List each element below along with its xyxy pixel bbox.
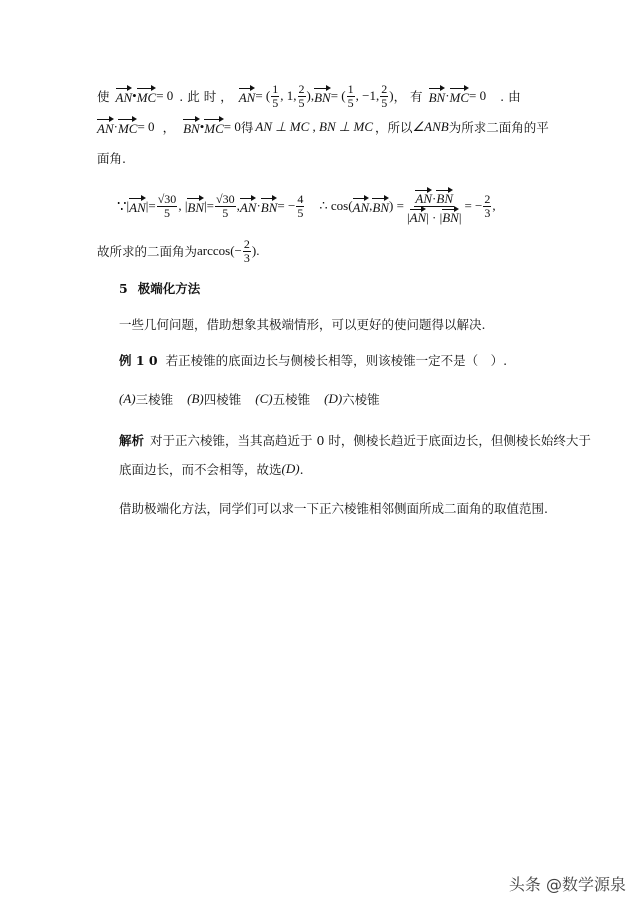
equals-zero: = 0 bbox=[223, 119, 241, 134]
angle-ANB: ∠ANB bbox=[412, 119, 449, 134]
section-heading bbox=[119, 278, 200, 298]
example-line bbox=[119, 350, 507, 370]
dot-op: · bbox=[256, 198, 261, 213]
numerator bbox=[414, 188, 454, 207]
fraction-sqrt30-over-5: $\frac{√30}{5}$ bbox=[215, 191, 235, 220]
dot-op: · bbox=[432, 190, 437, 206]
solution-text: 对于正六棱锥，当其高趋近于 0 时，侧棱长趋近于底面边长，但侧棱长始终大于 bbox=[150, 433, 591, 448]
perpendicular-statement: AN ⊥ MC , BN ⊥ MC bbox=[255, 119, 373, 134]
fraction-2-over-3: $\frac{2}{3}$ bbox=[484, 191, 491, 220]
dot-op: · bbox=[113, 119, 118, 134]
dot-op: • bbox=[199, 119, 205, 134]
vector-BN: BN bbox=[183, 117, 200, 137]
option-key-c: (C) bbox=[255, 391, 273, 406]
fraction-4-over-5: $\frac{4}{5}$ bbox=[297, 191, 304, 220]
arccos: arccos(− bbox=[197, 243, 242, 258]
text: ，所以 bbox=[375, 120, 413, 135]
because-symbol: ∵ bbox=[117, 198, 127, 215]
vector-BN: BN bbox=[429, 86, 446, 106]
solution-label: 解析 bbox=[119, 433, 145, 448]
separator: , 1, bbox=[280, 88, 297, 103]
equals-zero: = 0 bbox=[156, 88, 174, 103]
vector-BN: BN bbox=[314, 86, 331, 106]
text: ， 有 bbox=[393, 89, 423, 104]
formula-line-4 bbox=[117, 186, 496, 226]
vector-AN: AN bbox=[129, 196, 146, 216]
vector-AN: AN bbox=[240, 196, 257, 216]
therefore-cos: ∴ cos( bbox=[319, 198, 353, 213]
vector-BN: BN bbox=[372, 196, 389, 216]
separator: , bbox=[369, 198, 373, 213]
vector-BN: BN bbox=[261, 196, 278, 216]
option-key-b: (B) bbox=[187, 391, 204, 406]
text: 面角. bbox=[97, 151, 126, 166]
paragraph-text: 一些几何问题，借助想象其极端情形，可以更好的使问题得以解决. bbox=[119, 317, 486, 332]
equals: = ( bbox=[330, 88, 346, 103]
solution-line-2 bbox=[119, 458, 304, 480]
separator: , bbox=[236, 198, 240, 213]
vector-BN: BN bbox=[436, 188, 453, 205]
section-title: 极端化方法 bbox=[137, 281, 201, 296]
period: . bbox=[256, 243, 260, 258]
vector-MC: MC bbox=[118, 117, 138, 137]
equals: = ( bbox=[255, 88, 271, 103]
section-number: 5 bbox=[119, 280, 128, 296]
period: . bbox=[299, 461, 304, 477]
abs-bar: | bbox=[126, 198, 130, 213]
text: 使 bbox=[97, 89, 110, 104]
vector-AN: AN bbox=[353, 196, 370, 216]
denominator bbox=[407, 207, 462, 225]
option-key-a: (A) bbox=[119, 391, 136, 406]
separator: , −1, bbox=[355, 88, 380, 103]
formula-line-1 bbox=[97, 82, 521, 110]
equals-minus: = − bbox=[464, 198, 483, 213]
separator: ， bbox=[162, 120, 176, 135]
paragraph-text: 借助极端化方法，同学们可以求一下正六棱锥相邻侧面所成二面角的取值范围. bbox=[119, 501, 548, 516]
vector-AN: AN bbox=[97, 117, 114, 137]
vector-BN: BN bbox=[442, 207, 459, 224]
fraction-2-over-3: $\frac{2}{3}$ bbox=[243, 236, 250, 265]
fraction-cos-formula bbox=[407, 188, 462, 225]
text: . 此 时 ， bbox=[179, 89, 233, 104]
fraction: $\frac{1}{5}$ bbox=[272, 81, 279, 110]
fraction-sqrt30-over-5: $\frac{√30}{5}$ bbox=[157, 191, 177, 220]
vector-AN: AN bbox=[116, 86, 133, 106]
vector-AN: AN bbox=[410, 207, 427, 224]
abs-equals: |= bbox=[145, 198, 156, 213]
separator: , | bbox=[178, 198, 188, 213]
paren-close: ) bbox=[389, 88, 394, 103]
vector-MC: MC bbox=[137, 86, 157, 106]
paragraph bbox=[119, 314, 485, 334]
formula-line-5 bbox=[97, 234, 259, 268]
equals-minus: = − bbox=[277, 198, 296, 213]
abs-bar-dot: | · | bbox=[426, 209, 443, 225]
answer: (D) bbox=[281, 461, 300, 476]
equals-zero: = 0 bbox=[137, 119, 155, 134]
option-value-b: 四棱锥 bbox=[203, 392, 242, 407]
solution-line-1 bbox=[119, 430, 591, 450]
option-value-d: 六棱锥 bbox=[342, 392, 380, 407]
vector-MC: MC bbox=[450, 86, 470, 106]
abs-equals: |= bbox=[204, 198, 214, 213]
vector-MC: MC bbox=[204, 117, 224, 137]
vector-AN: AN bbox=[415, 188, 432, 205]
option-key-d: (D) bbox=[324, 391, 343, 406]
abs-bar: | bbox=[406, 209, 410, 225]
option-value-a: 三棱锥 bbox=[135, 392, 174, 407]
paragraph bbox=[119, 498, 548, 518]
dot-op: • bbox=[132, 88, 137, 103]
equals-zero: = 0 bbox=[469, 88, 487, 103]
separator: , bbox=[492, 198, 496, 213]
fraction: $\frac{2}{5}$ bbox=[298, 81, 305, 110]
fraction: $\frac{2}{5}$ bbox=[381, 81, 388, 110]
formula-line-2 bbox=[97, 116, 549, 138]
text: . 由 bbox=[500, 89, 521, 104]
vector-BN: BN bbox=[187, 196, 204, 216]
text: 故所求的二面角为 bbox=[97, 244, 198, 259]
option-value-c: 五棱锥 bbox=[272, 392, 311, 407]
dot-op: · bbox=[445, 88, 450, 103]
text: 为所求二面角的平 bbox=[448, 120, 549, 135]
text: 得 bbox=[240, 120, 254, 135]
example-label: 例 1 0 bbox=[119, 353, 158, 368]
paren-close: ), bbox=[306, 88, 315, 103]
vector-AN: AN bbox=[239, 86, 256, 106]
text-line-3 bbox=[97, 148, 126, 168]
solution-text: 底面边长，而不会相等，故选 bbox=[119, 462, 282, 477]
abs-bar: | bbox=[458, 209, 462, 225]
example-text: 若正棱锥的底面边长与侧棱长相等，则该棱锥一定不是（ ）. bbox=[165, 353, 508, 368]
equals: ) = bbox=[389, 198, 404, 213]
watermark: 头条 @数学源泉 bbox=[508, 875, 626, 894]
fraction: $\frac{1}{5}$ bbox=[347, 81, 354, 110]
paren-close: ) bbox=[251, 243, 257, 258]
options-line bbox=[119, 388, 380, 410]
